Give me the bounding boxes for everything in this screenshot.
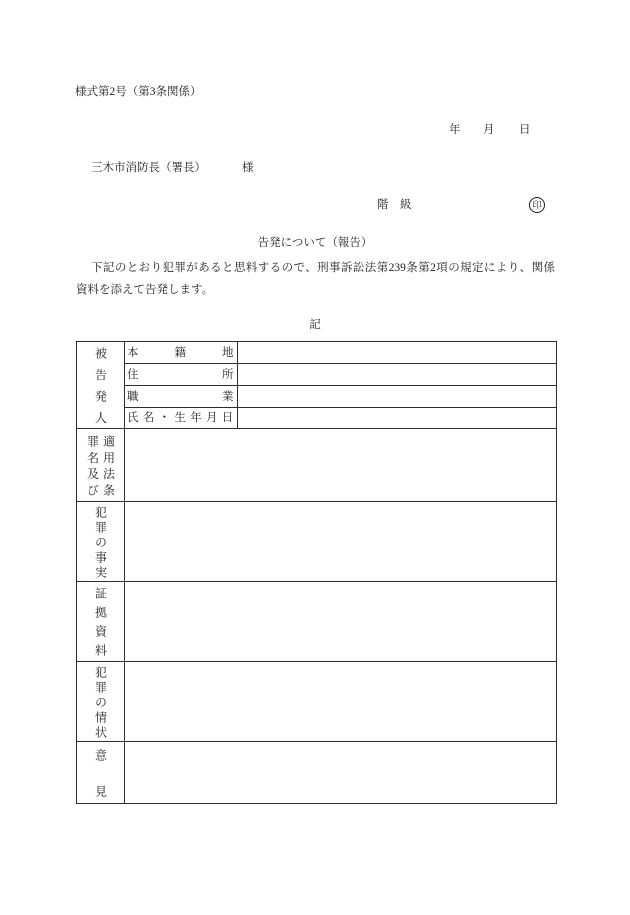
evidence-label-cell — [77, 582, 125, 662]
table-row — [77, 429, 557, 502]
rank-label: 階 級 — [377, 199, 412, 211]
form-number: 様式第2号（第3条関係） — [75, 86, 202, 98]
table-row — [77, 582, 557, 662]
body-line-1: 下記のとおり犯罪があると思料するので、刑事訴訟法第239条第2項の規定により、関係 — [91, 262, 555, 274]
address-label-cell — [125, 364, 317, 386]
report-table — [76, 341, 557, 821]
opinion-value — [125, 742, 557, 804]
circumstances-label: 犯罪の情状 — [93, 665, 108, 741]
opinion-label-wrap — [77, 748, 124, 821]
facts-label-wrap — [77, 505, 124, 581]
seal-mark — [529, 197, 545, 213]
accused-label: 被告発人 — [93, 346, 108, 433]
evidence-value — [125, 582, 557, 662]
charge-label-left: 罪名及び — [85, 434, 100, 500]
registered-domicile-value — [238, 342, 557, 364]
circumstances-value — [125, 662, 557, 742]
table-row — [77, 342, 557, 364]
table-row — [77, 662, 557, 742]
accused-label-cell — [77, 342, 125, 433]
name-birthdate-label-cell — [125, 408, 238, 429]
charge-label-cell — [77, 429, 125, 502]
registered-domicile-label: 本籍地 — [127, 346, 270, 359]
report-table-wrapper — [76, 341, 557, 821]
opinion-label-cell — [77, 742, 125, 821]
record-heading: 記 — [309, 319, 321, 331]
charge-label-right: 適用法条 — [101, 434, 116, 500]
addressee-honorific: 様 — [242, 162, 254, 174]
opinion-label: 意見 — [93, 748, 108, 821]
charge-label-wrap — [77, 434, 124, 500]
date-month-label: 月 — [483, 124, 495, 136]
evidence-label-wrap — [77, 587, 124, 663]
document-title: 告発について（報告） — [257, 237, 373, 249]
table-row — [77, 502, 557, 582]
registered-domicile-label-cell — [125, 342, 270, 364]
table-row — [77, 364, 557, 386]
table-row — [77, 386, 557, 408]
occupation-label-cell — [125, 386, 317, 408]
seal-mark-text: 印 — [532, 199, 542, 210]
table-row — [77, 408, 557, 429]
date-day-label: 日 — [519, 124, 531, 136]
charge-value — [125, 429, 557, 502]
facts-value — [125, 502, 557, 582]
address-label: 住所 — [127, 368, 317, 381]
date-year-label: 年 — [449, 124, 461, 136]
addressee-name: 三木市消防長（署長） — [91, 162, 206, 174]
circumstances-label-wrap — [77, 665, 124, 741]
circumstances-label-cell — [77, 662, 125, 742]
facts-label-cell — [77, 502, 125, 582]
occupation-label: 職業 — [127, 390, 317, 403]
name-birthdate-label: 氏名・生年月日 — [127, 412, 238, 425]
accused-label-wrap — [77, 346, 124, 433]
facts-label: 犯罪の事実 — [93, 505, 108, 581]
name-birthdate-value — [238, 408, 557, 429]
evidence-label: 証拠資料 — [93, 587, 108, 663]
body-line-2: 資料を添えて告発します。 — [76, 284, 214, 296]
table-row — [77, 742, 557, 804]
